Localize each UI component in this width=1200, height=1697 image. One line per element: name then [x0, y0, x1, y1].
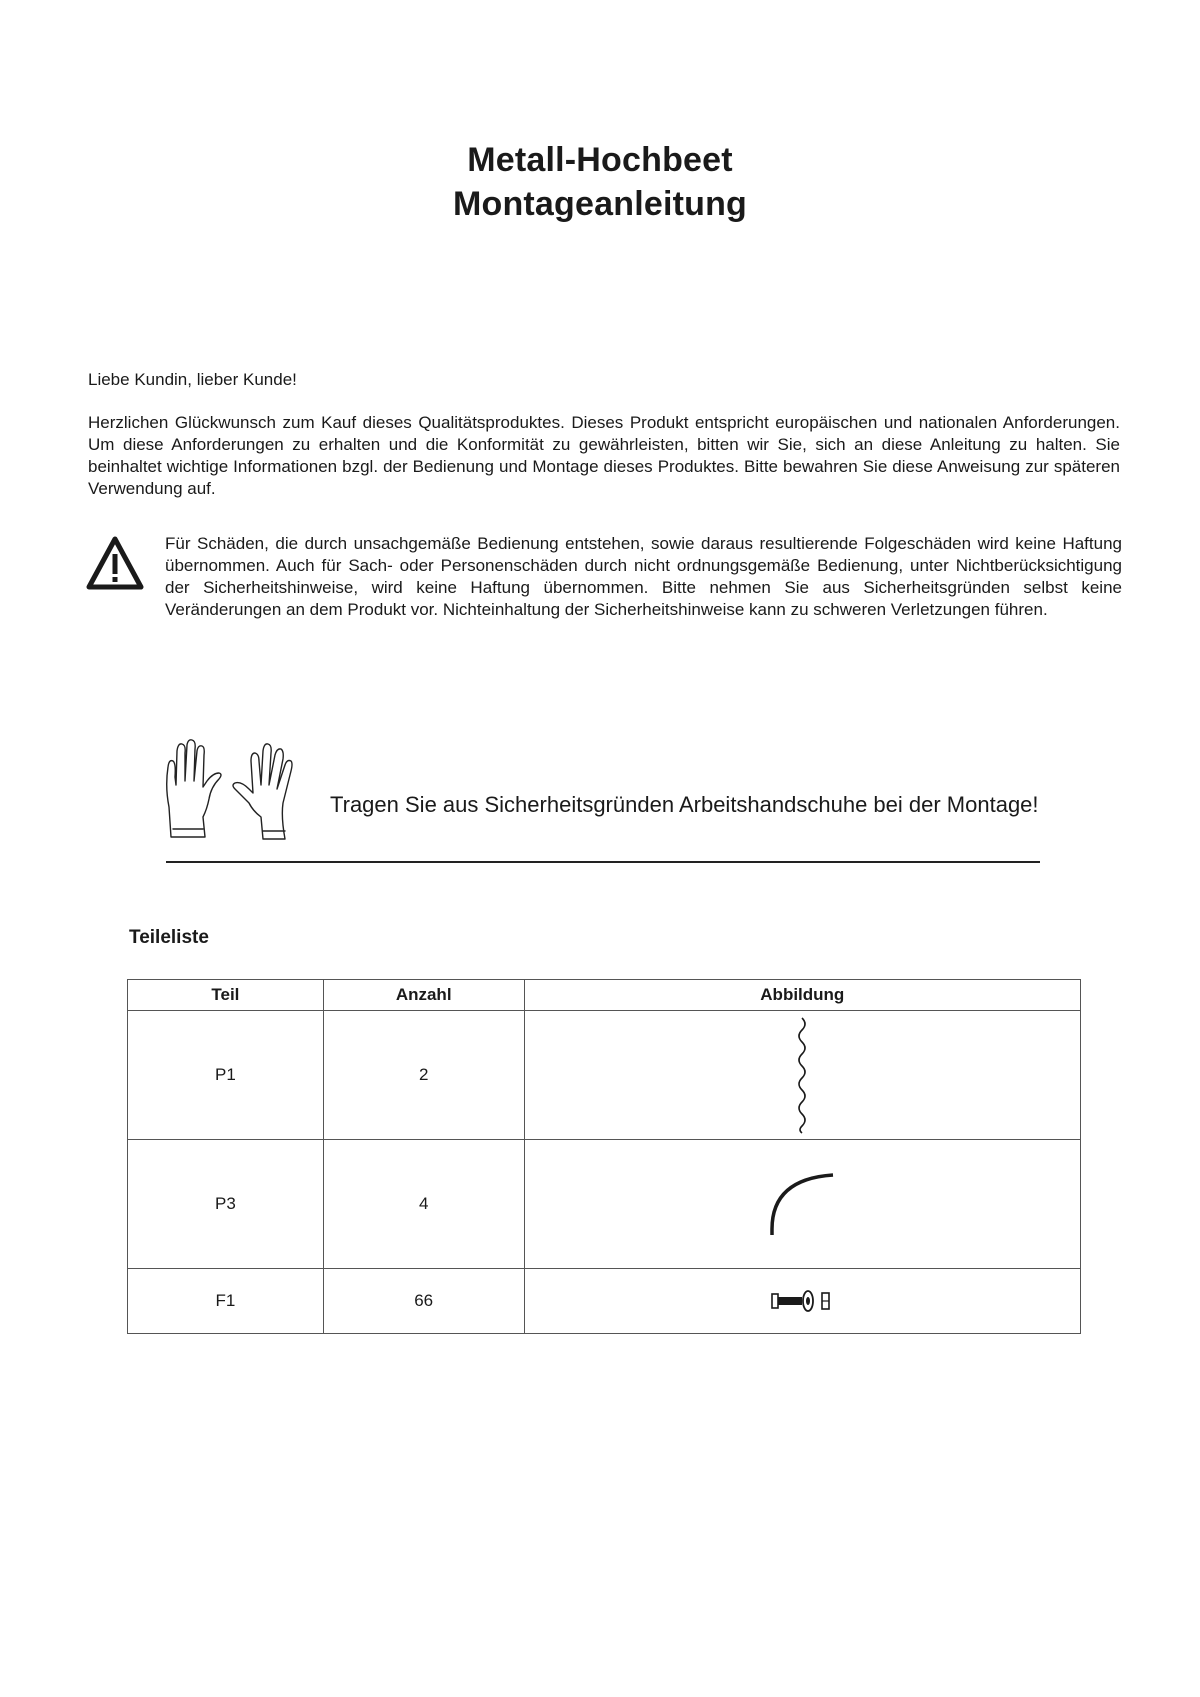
document-title — [0, 138, 1200, 226]
illustration-cell — [524, 1140, 1080, 1269]
illustration-cell — [524, 1269, 1080, 1334]
table-row — [128, 1269, 1081, 1334]
title-line-2: Montageanleitung — [452, 185, 748, 223]
title-line-1: Metall-Hochbeet — [467, 141, 733, 179]
divider — [166, 861, 1040, 863]
parts-list-heading: Teileliste — [129, 927, 209, 948]
warning-text: Für Schäden, die durch unsachgemäße Bedienung entstehen, sowie daraus resultierende Folgeschäden wird keine Haftung übernommen. Auch für Sach- oder Personenschäden durch nicht ordnungsgemäße Bedienung, unter Nichtberücksichtigung der Sicherheitshinweise, wird keine Haftung übernommen. Bitte nehmen Sie aus Sicherheitsgründen selbst keine Veränderungen an dem Produkt vor. Nichteinhaltung der Sicherheitshinweise kann zu schweren Verletzungen führen. — [165, 534, 1122, 619]
count-cell: 2 — [323, 1011, 524, 1140]
part-cell: P1 — [128, 1011, 324, 1140]
intro-paragraph: Herzlichen Glückwunsch zum Kauf dieses Qualitätsproduktes. Dieses Produkt entspricht europäischen und nationalen Anforderungen. Um diese Anforderungen zu erhalten und die Konformität zu gewährleisten, bitten wir Sie, sich an diese Anleitung zu halten. Sie beinhaltet wichtige Informationen bzgl. der Bedienung und Montage dieses Produktes. Bitte bewahren Sie diese Anweisung zur späteren Verwendung auf. — [88, 413, 1120, 498]
part-cell: F1 — [128, 1269, 324, 1334]
header-count: Anzahl — [323, 980, 524, 1011]
warning-triangle-icon — [86, 536, 144, 590]
table-header-row — [128, 980, 1081, 1011]
header-part: Teil — [128, 980, 324, 1011]
curved-corner-icon — [767, 1171, 837, 1237]
wavy-strip-icon — [792, 1016, 812, 1134]
illustration-cell — [524, 1011, 1080, 1140]
parts-table — [127, 979, 1081, 1334]
bolt-washer-nut-icon — [770, 1289, 834, 1313]
gloves-instruction: Tragen Sie aus Sicherheitsgründen Arbeitshandschuhe bei der Montage! — [330, 792, 1039, 817]
table-row — [128, 1140, 1081, 1269]
gloves-icon — [163, 737, 328, 842]
part-cell: P3 — [128, 1140, 324, 1269]
count-cell: 4 — [323, 1140, 524, 1269]
table-row — [128, 1011, 1081, 1140]
count-cell: 66 — [323, 1269, 524, 1334]
salutation: Liebe Kundin, lieber Kunde! — [88, 370, 297, 389]
header-illustration: Abbildung — [524, 980, 1080, 1011]
